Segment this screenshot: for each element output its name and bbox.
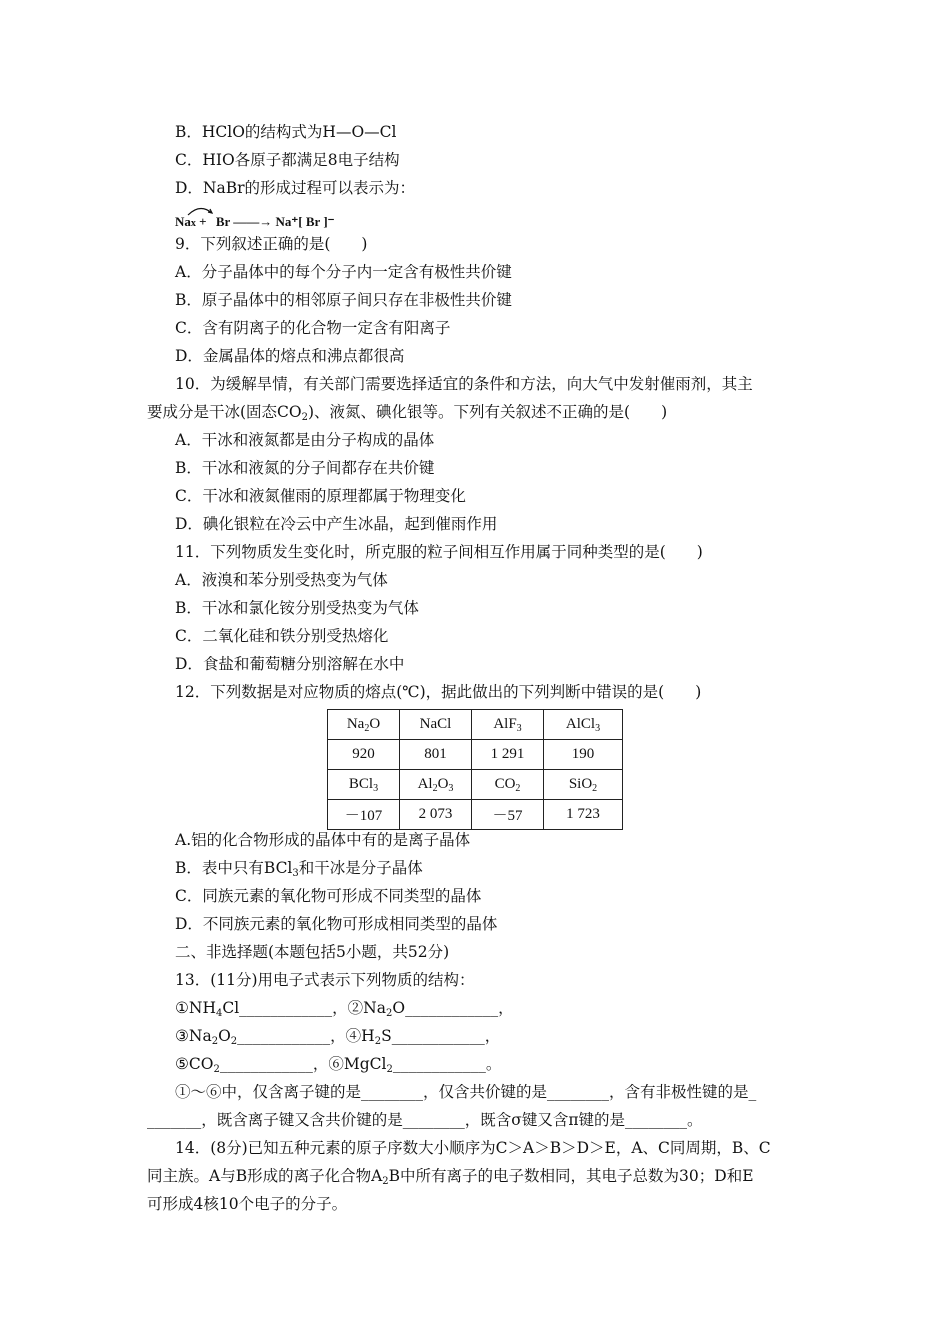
melting-point-table	[327, 709, 623, 830]
q9-option-a: A．分子晶体中的每个分子内一定含有极性共价键	[175, 263, 512, 281]
q13-line3: $⑤CO_2\_\_\_\_\_\_\_\_\_\_\_\_$，⑥MgCl$_2$____________。	[175, 1055, 502, 1075]
q11-option-d: D．食盐和葡萄糖分别溶解在水中	[175, 655, 405, 673]
table-cell: 920	[328, 740, 400, 770]
q11-option-b: B．干冰和氯化铵分别受热变为气体	[175, 599, 419, 617]
q13-line2: $③Na_2O_2\_\_\_\_\_\_\_\_\_\_\_\_$，$④H_2S\_\_\_\_\_\_\_\_\_\_\_\_$，	[175, 1027, 501, 1047]
formula-br-ion: Br	[305, 214, 321, 229]
q11-option-a: A．液溴和苯分别受热变为气体	[175, 571, 388, 589]
q10-option-d: D．碘化银粒在冷云中产生冰晶，起到催雨作用	[175, 515, 498, 533]
q12-option-d: D．不同族元素的氧化物可形成相同类型的晶体	[175, 915, 498, 933]
q10-stem-line1: 10．为缓解旱情，有关部门需要选择适宜的条件和方法，向大气中发射催雨剂，其主	[175, 375, 753, 393]
formula-na: Na	[175, 214, 191, 229]
electron-transfer-arrow-icon	[187, 206, 213, 216]
table-cell: AlF$_3$	[472, 710, 544, 740]
table-row	[328, 770, 623, 800]
q9-stem: 9．下列叙述正确的是( )	[175, 235, 368, 253]
table-cell: 1 291	[472, 740, 544, 770]
table-cell: $CO_2$	[472, 770, 544, 800]
formula-bracket-close: ]⁻	[323, 214, 335, 229]
formula-arrow: ——→	[233, 214, 273, 229]
q12-option-c: C．同族元素的氧化物可形成不同类型的晶体	[175, 887, 482, 905]
table-row	[328, 710, 623, 740]
section-heading: 二、非选择题(本题包括5小题，共52分)	[175, 943, 450, 961]
q12-option-b: B．表中只有BCl$_3$和干冰是分子晶体	[175, 859, 423, 879]
table-cell: SiO$_2$	[544, 770, 623, 800]
formula-electron-x: x	[190, 218, 196, 229]
table-row	[328, 740, 623, 770]
q14-line1: 14．(8分)已知五种元素的原子序数大小顺序为C＞A＞B＞D＞E，A、C同周期，B、C	[175, 1139, 771, 1157]
q12-stem: 12．下列数据是对应物质的熔点(℃)，据此做出的下列判断中错误的是( )	[175, 683, 702, 701]
q11-stem: 11．下列物质发生变化时，所克服的粒子间相互作用属于同种类型的是( )	[175, 543, 703, 561]
q8-option-d: D．NaBr的形成过程可以表示为：	[175, 179, 416, 197]
q14-line2: 同主族。A与B形成的离子化合物$A_2B$中所有离子的电子数相同，其电子总数为30；D和E	[147, 1167, 754, 1187]
formula-br: Br	[215, 214, 231, 229]
table-cell: BCl$_3$	[328, 770, 400, 800]
table-cell: 801	[400, 740, 472, 770]
table-cell: $Na_2O$	[328, 710, 400, 740]
q8-option-b: B．HClO的结构式为H—O—Cl	[175, 123, 397, 141]
formula-plus: +	[199, 214, 207, 229]
table-cell: －57	[472, 800, 544, 830]
q10-stem-line2: 要成分是干冰(固态$CO_2$)、液氮、碘化银等。下列有关叙述不正确的是( )	[147, 403, 668, 423]
table-row	[328, 800, 623, 830]
table-cell: －107	[328, 800, 400, 830]
q9-option-c: C．含有阴离子的化合物一定含有阳离子	[175, 319, 451, 337]
q10-option-b: B．干冰和液氮的分子间都存在共价键	[175, 459, 435, 477]
table-cell: NaCl	[400, 710, 472, 740]
q12-option-a: A.铝的化合物形成的晶体中有的是离子晶体	[175, 831, 471, 849]
q13-stem: 13．(11分)用电子式表示下列物质的结构：	[175, 971, 475, 989]
q13-question-line2: _______，既含离子键又含共价键的是________，既含σ键又含π键的是________。	[147, 1111, 703, 1129]
table-cell: 190	[544, 740, 623, 770]
q8-option-c: C．HIO各原子都满足8电子结构	[175, 151, 400, 169]
nabr-formation-formula	[175, 214, 335, 230]
q10-option-c: C．干冰和液氮催雨的原理都属于物理变化	[175, 487, 466, 505]
table-cell: $Al_2O_3$	[400, 770, 472, 800]
formula-na-ion: Na⁺[	[275, 214, 303, 229]
table-cell: 1 723	[544, 800, 623, 830]
q13-question-line1: ①～⑥中，仅含离子键的是________，仅含共价键的是________，含有非极性键的是_	[175, 1083, 757, 1101]
q9-option-d: D．金属晶体的熔点和沸点都很高	[175, 347, 405, 365]
q9-option-b: B．原子晶体中的相邻原子间只存在非极性共价键	[175, 291, 512, 309]
q13-line1: $①NH_4Cl\_\_\_\_\_\_\_\_\_\_\_\_$，$②Na_2O\_\_\_\_\_\_\_\_\_\_\_\_$，	[175, 999, 514, 1019]
q10-option-a: A．干冰和液氮都是由分子构成的晶体	[175, 431, 435, 449]
q11-option-c: C．二氧化硅和铁分别受热熔化	[175, 627, 389, 645]
q14-line3: 可形成4核10个电子的分子。	[147, 1195, 348, 1213]
table-cell: AlCl$_3$	[544, 710, 623, 740]
table-cell: 2 073	[400, 800, 472, 830]
